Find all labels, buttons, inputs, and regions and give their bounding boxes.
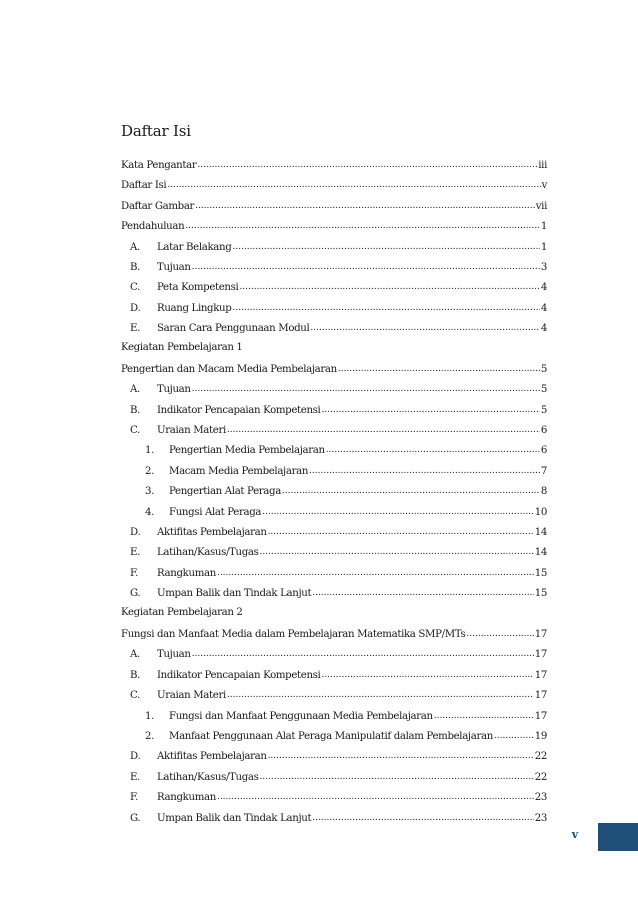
- toc-entry-page: 22: [534, 751, 547, 763]
- toc-entry-label: Kegiatan Pembelajaran 2: [121, 606, 243, 618]
- toc-leader-dots: [321, 403, 539, 413]
- toc-entry[interactable]: [121, 158, 547, 178]
- toc-entry-label: Latar Belakang: [157, 241, 232, 253]
- toc-entry-page: 17: [534, 628, 547, 640]
- toc-entry-label: Umpan Balik dan Tindak Lanjut: [157, 588, 312, 600]
- toc-entry-page: 14: [534, 527, 547, 539]
- toc-entry[interactable]: [121, 321, 547, 341]
- toc-entry-number: B.: [130, 261, 141, 273]
- toc-entry-number: B.: [130, 404, 141, 416]
- toc-entry-number: E.: [130, 547, 140, 559]
- toc-entry-page: 17: [534, 669, 547, 681]
- toc-entry-label: Indikator Pencapaian Kompetensi: [157, 669, 321, 681]
- toc-entry-page: 15: [534, 567, 547, 579]
- toc-leader-dots: [167, 178, 540, 188]
- toc-entry-page: 17: [534, 690, 547, 702]
- toc-leader-dots: [268, 749, 534, 759]
- toc-entry-page: 6: [540, 425, 547, 437]
- toc-entry-label: Uraian Materi: [157, 690, 226, 702]
- toc-entry-number: A.: [130, 241, 140, 253]
- toc-leader-dots: [217, 566, 534, 576]
- toc-entry[interactable]: [121, 627, 547, 647]
- toc-leader-dots: [217, 790, 534, 800]
- toc-entry[interactable]: [121, 199, 547, 219]
- toc-leader-dots: [338, 362, 540, 372]
- toc-entry[interactable]: [121, 790, 547, 810]
- toc-entry-number: F.: [130, 792, 139, 804]
- page-title: Daftar Isi: [121, 122, 191, 140]
- toc-entry[interactable]: [121, 668, 547, 688]
- toc-entry-number: D.: [130, 302, 141, 314]
- toc-entry-page: 17: [534, 649, 547, 661]
- toc-entry-page: 10: [534, 506, 547, 518]
- toc-entry-page: 15: [534, 588, 547, 600]
- toc-leader-dots: [312, 811, 534, 821]
- toc-entry[interactable]: [121, 219, 547, 239]
- toc-leader-dots: [227, 688, 534, 698]
- toc-entry[interactable]: [121, 545, 547, 565]
- toc-leader-dots: [434, 709, 534, 719]
- toc-leader-dots: [282, 484, 540, 494]
- toc-entry-number: C.: [130, 425, 140, 437]
- toc-entry-label: Aktifitas Pembelajaran: [157, 751, 267, 763]
- toc-entry-number: F.: [130, 567, 139, 579]
- toc-entry-number: D.: [130, 751, 141, 763]
- toc-entry[interactable]: [121, 382, 547, 402]
- toc-entry[interactable]: [121, 688, 547, 708]
- toc-entry-number: G.: [130, 588, 141, 600]
- toc-leader-dots: [259, 545, 533, 555]
- toc-entry-number: C.: [130, 690, 140, 702]
- toc-entry-label: Latihan/Kasus/Tugas: [157, 771, 259, 783]
- toc-entry-label: Uraian Materi: [157, 425, 226, 437]
- toc-entry[interactable]: [121, 586, 547, 606]
- toc-entry[interactable]: [121, 260, 547, 280]
- toc-entry[interactable]: [121, 729, 547, 749]
- toc-entry[interactable]: [121, 464, 547, 484]
- toc-entry-label: Latihan/Kasus/Tugas: [157, 547, 259, 559]
- toc-entry[interactable]: [121, 647, 547, 667]
- toc-entry-number: B.: [130, 669, 141, 681]
- toc-entry-page: 14: [534, 547, 547, 559]
- toc-entry-page: 19: [534, 730, 547, 742]
- toc-entry[interactable]: [121, 770, 547, 790]
- toc-entry-page: vii: [535, 200, 547, 212]
- toc-entry-page: 3: [540, 261, 547, 273]
- page-number-tab: [598, 823, 638, 851]
- toc-entry-number: 4.: [145, 506, 155, 518]
- toc-entry[interactable]: [121, 423, 547, 443]
- toc-entry-label: Pengertian dan Macam Media Pembelajaran: [121, 363, 337, 375]
- toc-entry-page: 1: [540, 241, 547, 253]
- toc-leader-dots: [192, 260, 540, 270]
- toc-leader-dots: [312, 586, 534, 596]
- toc-leader-dots: [227, 423, 540, 433]
- toc-entry-page: iii: [538, 160, 547, 171]
- toc-leader-dots: [197, 158, 537, 168]
- toc-entry-page: 23: [534, 792, 547, 804]
- toc-leader-dots: [192, 647, 534, 657]
- toc-entry-number: 2.: [145, 730, 155, 742]
- toc-leader-dots: [262, 505, 534, 515]
- toc-entry-page: 4: [540, 282, 547, 294]
- toc-entry-number: 3.: [145, 486, 155, 498]
- toc-entry-page: 4: [540, 323, 547, 335]
- toc-entry-page: 7: [540, 465, 547, 477]
- toc-entry-label: Tujuan: [157, 261, 191, 273]
- toc-entry-label: Fungsi dan Manfaat Media dalam Pembelajaran Matematika SMP/MTs: [121, 628, 466, 640]
- toc-entry[interactable]: [121, 178, 547, 198]
- toc-entry-page: 23: [534, 812, 547, 824]
- toc-entry-label: Aktifitas Pembelajaran: [157, 527, 267, 539]
- toc-entry-label: Kegiatan Pembelajaran 1: [121, 341, 243, 353]
- toc-leader-dots: [268, 525, 534, 535]
- page-number: v: [571, 828, 579, 841]
- toc-entry[interactable]: [121, 240, 547, 260]
- toc-leader-dots: [310, 321, 539, 331]
- toc-entry[interactable]: [121, 484, 547, 504]
- toc-entry[interactable]: [121, 505, 547, 525]
- toc-leader-dots: [321, 668, 533, 678]
- toc-entry-page: 8: [540, 486, 547, 498]
- toc-entry-number: E.: [130, 771, 140, 783]
- toc-leader-dots: [466, 627, 533, 637]
- toc-leader-dots: [232, 301, 539, 311]
- toc-entry-number: 1.: [145, 445, 155, 457]
- toc-entry-label: Indikator Pencapaian Kompetensi: [157, 404, 321, 416]
- toc-entry-label: Daftar Isi: [121, 180, 167, 192]
- toc-entry-page: 4: [540, 302, 547, 314]
- toc-entry-number: G.: [130, 812, 141, 824]
- toc-entry-page: 5: [540, 363, 547, 375]
- toc-entry-number: 1.: [145, 710, 155, 722]
- toc-leader-dots: [232, 240, 539, 250]
- toc-entry-number: A.: [130, 649, 140, 661]
- toc-entry-label: Rangkuman: [157, 792, 216, 804]
- toc-entry-label: Saran Cara Penggunaan Modul: [157, 323, 310, 335]
- toc-entry-page: 6: [540, 445, 547, 457]
- toc-entry-page: 17: [534, 710, 547, 722]
- toc-entry-page: 5: [540, 384, 547, 396]
- toc-entry-label: Daftar Gambar: [121, 200, 195, 212]
- toc-entry[interactable]: [121, 607, 547, 627]
- toc-entry-label: Pendahuluan: [121, 221, 185, 233]
- toc-entry-number: A.: [130, 384, 140, 396]
- toc-entry-page: v: [541, 180, 547, 192]
- toc-entry-label: Kata Pengantar: [121, 160, 197, 171]
- toc-leader-dots: [326, 443, 540, 453]
- toc-entry[interactable]: [121, 403, 547, 423]
- toc-entry[interactable]: [121, 443, 547, 463]
- toc-entry-label: Tujuan: [157, 384, 191, 396]
- toc-entry-number: 2.: [145, 465, 155, 477]
- toc-entry-label: Pengertian Media Pembelajaran: [169, 445, 325, 457]
- toc-leader-dots: [239, 280, 539, 290]
- toc-leader-dots: [195, 199, 535, 209]
- toc-entry-label: Tujuan: [157, 649, 191, 661]
- toc-entry-page: 1: [540, 221, 547, 233]
- toc-entry[interactable]: [121, 749, 547, 769]
- table-of-contents: [121, 158, 547, 831]
- toc-entry-label: Fungsi dan Manfaat Penggunaan Media Pembelajaran: [169, 710, 433, 722]
- toc-leader-dots: [309, 464, 540, 474]
- toc-entry-label: Rangkuman: [157, 567, 216, 579]
- toc-entry-number: C.: [130, 282, 140, 294]
- toc-entry-number: D.: [130, 527, 141, 539]
- toc-entry[interactable]: [121, 811, 547, 831]
- toc-leader-dots: [494, 729, 534, 739]
- toc-leader-dots: [192, 382, 540, 392]
- toc-entry-number: E.: [130, 323, 140, 335]
- toc-entry-label: Manfaat Penggunaan Alat Peraga Manipulatif dalam Pembelajaran: [169, 730, 493, 742]
- toc-entry[interactable]: [121, 301, 547, 321]
- toc-entry[interactable]: [121, 709, 547, 729]
- toc-entry-page: 22: [534, 771, 547, 783]
- toc-entry-label: Ruang Lingkup: [157, 302, 232, 314]
- toc-leader-dots: [259, 770, 533, 780]
- toc-entry-label: Macam Media Pembelajaran: [169, 465, 309, 477]
- toc-entry-page: 5: [540, 404, 547, 416]
- toc-entry-label: Pengertian Alat Peraga: [169, 486, 281, 498]
- toc-entry[interactable]: [121, 566, 547, 586]
- toc-entry[interactable]: [121, 280, 547, 300]
- toc-entry-label: Fungsi Alat Peraga: [169, 506, 262, 518]
- toc-entry-label: Umpan Balik dan Tindak Lanjut: [157, 812, 312, 824]
- toc-entry[interactable]: [121, 362, 547, 382]
- toc-entry-label: Peta Kompetensi: [157, 282, 239, 294]
- toc-leader-dots: [185, 219, 540, 229]
- toc-entry[interactable]: [121, 525, 547, 545]
- toc-entry[interactable]: [121, 342, 547, 362]
